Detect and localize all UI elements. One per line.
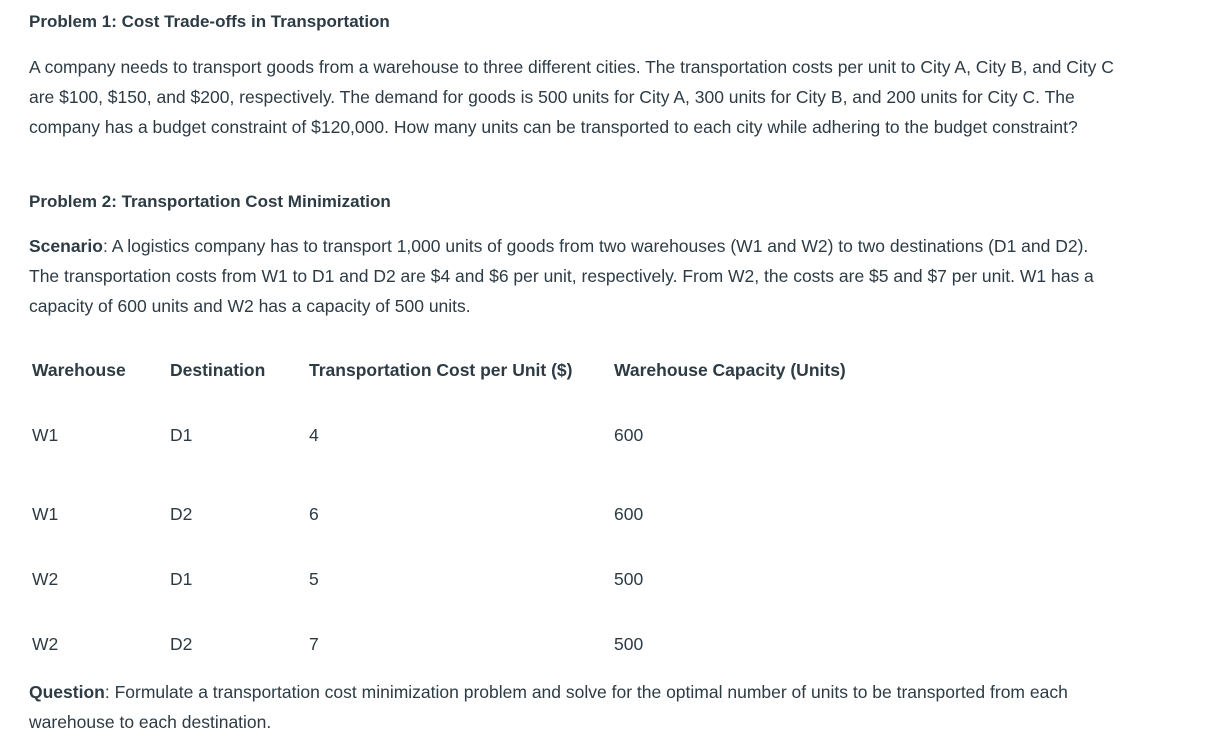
question-label: Question: [29, 682, 105, 702]
cell-destination: D1: [170, 424, 193, 445]
table-row: [29, 612, 874, 677]
cell-cost: 7: [309, 634, 319, 654]
header-warehouse: Warehouse: [32, 359, 126, 380]
header-capacity: Warehouse Capacity (Units): [614, 359, 846, 380]
cell-cost: 5: [309, 569, 319, 589]
cell-destination: D2: [170, 504, 193, 524]
cell-warehouse: W2: [32, 569, 59, 589]
cell-warehouse: W2: [32, 634, 59, 654]
problem1-text: A company needs to transport goods from a warehouse to three different cities. The transportation costs per unit to City A, City B, and City C are $100, $150, and $200, respectively. The demand for goods is 500 units for City A, 300 units for City B, and 200 units for City C. The company has a budget constraint of $120,000. How many units can be transported to each city while adhering to the budget constraint?: [29, 57, 1114, 137]
header-cost: Transportation Cost per Unit ($): [309, 359, 573, 380]
header-destination: Destination: [170, 359, 266, 380]
cell-destination: D1: [170, 569, 193, 589]
cell-warehouse: W1: [32, 504, 59, 524]
cell-warehouse: W1: [32, 424, 59, 445]
cell-destination: D2: [170, 634, 193, 654]
table-row: [29, 482, 874, 547]
cell-capacity: 600: [614, 504, 644, 524]
problem2-title: Problem 2: Transportation Cost Minimization: [29, 192, 391, 211]
problem1-title: Problem 1: Cost Trade-offs in Transportation: [29, 12, 390, 31]
scenario-paragraph: [29, 231, 1119, 321]
scenario-text: : A logistics company has to transport 1,000 units of goods from two warehouses (W1 and W2) to two destinations (D1 and D2). The transportation costs from W1 to D1 and D2 are $4 and $6 per unit, respectively. From W2, the costs are $5 and $7 per unit. W1 has a capacity of 600 units and W2 has a capacity of 500 units.: [29, 236, 1094, 316]
table-row: [29, 388, 874, 482]
transportation-table: [29, 352, 874, 677]
question-paragraph: [29, 677, 1119, 737]
cell-capacity: 600: [614, 424, 644, 445]
cell-cost: 4: [309, 424, 319, 445]
scenario-label: Scenario: [29, 236, 103, 256]
question-text: : Formulate a transportation cost minimization problem and solve for the optimal number of units to be transported from each warehouse to each destination.: [29, 682, 1068, 732]
cell-capacity: 500: [614, 634, 644, 654]
table-row: [29, 547, 874, 612]
cell-cost: 6: [309, 504, 319, 524]
cell-capacity: 500: [614, 569, 644, 589]
table-header-row: [29, 352, 874, 388]
